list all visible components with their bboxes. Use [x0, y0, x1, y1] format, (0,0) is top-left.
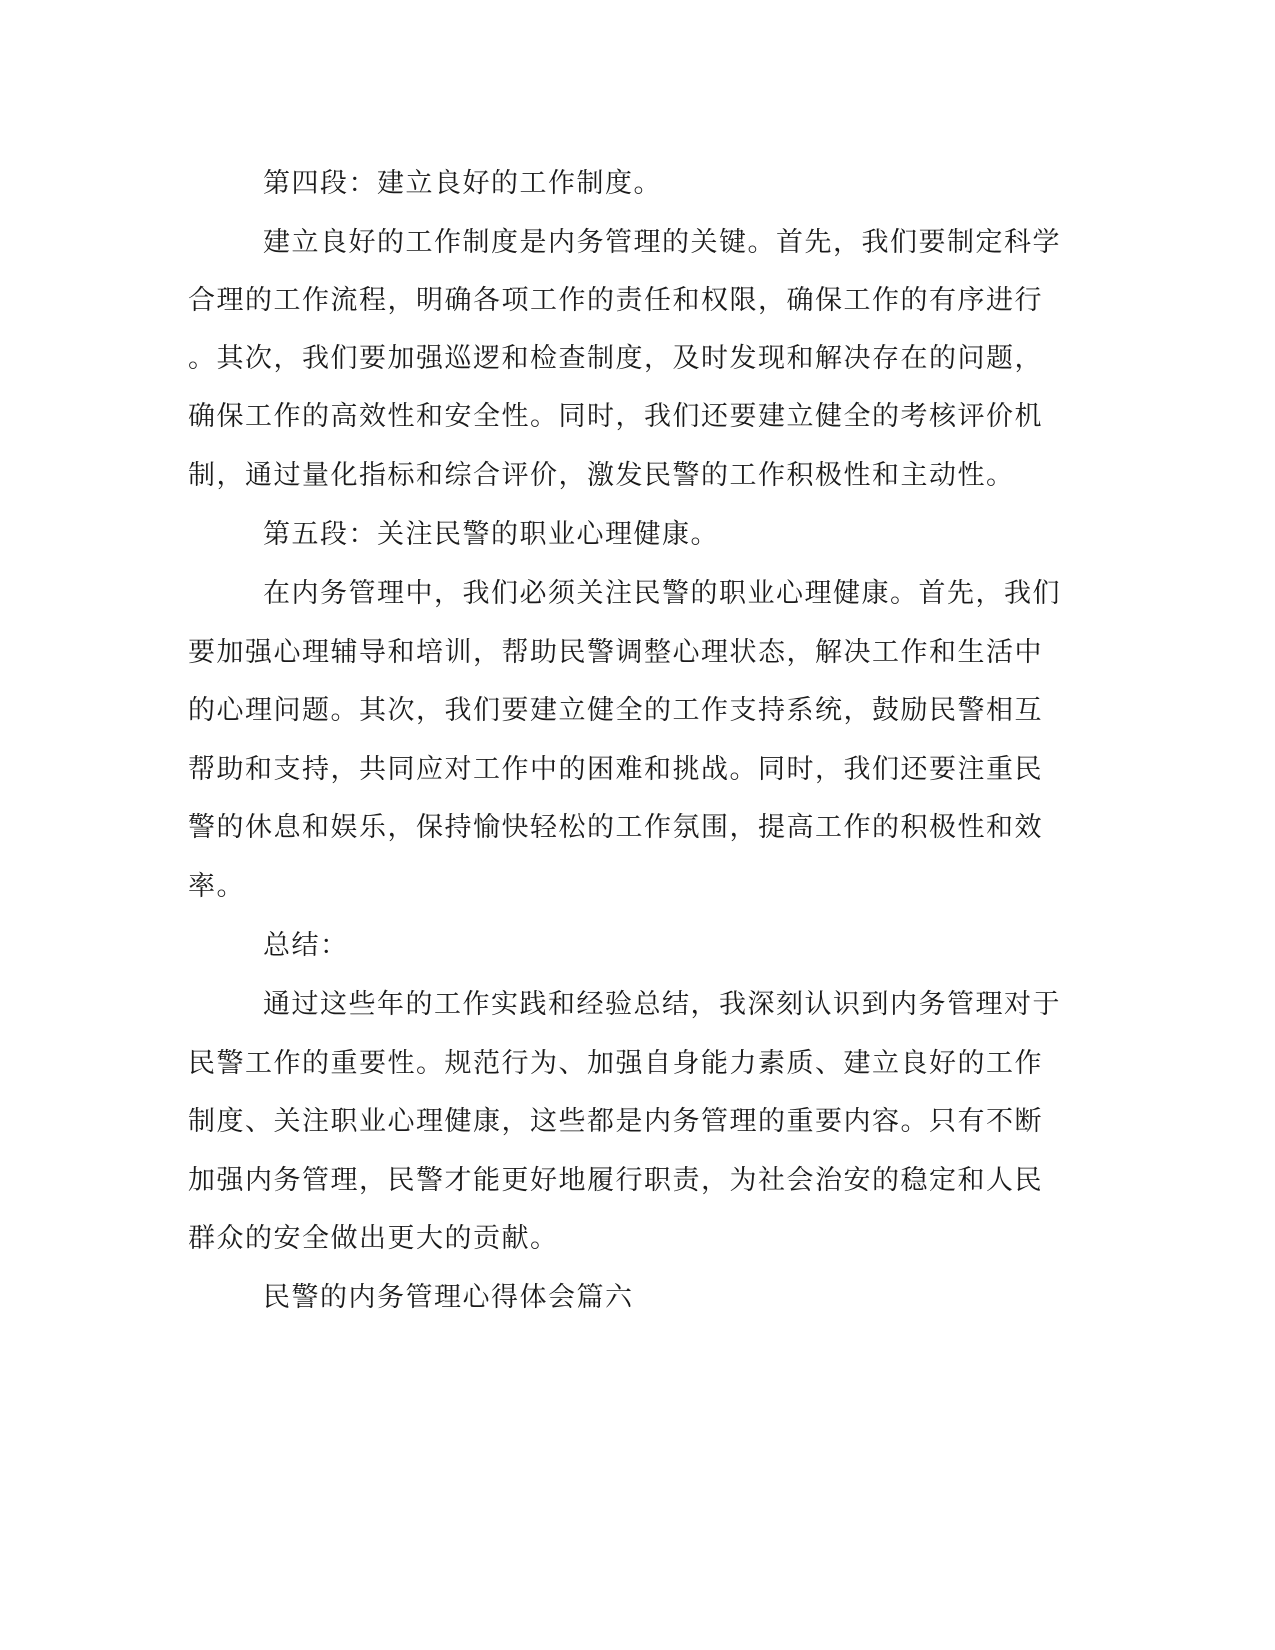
paragraph-line: 通过这些年的工作实践和经验总结，我深刻认识到内务管理对于 — [263, 989, 1061, 1020]
article-title: 民警的内务管理心得体会篇六 — [263, 1282, 634, 1313]
summary-heading: 总结： — [263, 930, 349, 961]
paragraph-line: 警的休息和娱乐，保持愉快轻松的工作氛围，提高工作的积极性和效 — [188, 812, 1043, 843]
paragraph-line: 在内务管理中，我们必须关注民警的职业心理健康。首先，我们 — [263, 578, 1061, 609]
paragraph-line: 加强内务管理，民警才能更好地履行职责，为社会治安的稳定和人民 — [188, 1165, 1043, 1196]
paragraph-line: 率。 — [188, 871, 245, 902]
paragraph-line: 群众的安全做出更大的贡献。 — [188, 1223, 559, 1254]
paragraph-line: 建立良好的工作制度是内务管理的关键。首先，我们要制定科学 — [263, 227, 1061, 258]
paragraph-line: 民警工作的重要性。规范行为、加强自身能力素质、建立良好的工作 — [188, 1048, 1043, 1079]
paragraph-line: 制度、关注职业心理健康，这些都是内务管理的重要内容。只有不断 — [188, 1106, 1043, 1137]
paragraph-line: 合理的工作流程，明确各项工作的责任和权限，确保工作的有序进行 — [188, 285, 1043, 316]
section-heading-5: 第五段：关注民警的职业心理健康。 — [263, 519, 719, 550]
paragraph-line: 。其次，我们要加强巡逻和检查制度，及时发现和解决存在的问题， — [188, 343, 1043, 374]
paragraph-line: 帮助和支持，共同应对工作中的困难和挑战。同时，我们还要注重民 — [188, 754, 1043, 785]
paragraph-line: 要加强心理辅导和培训，帮助民警调整心理状态，解决工作和生活中 — [188, 637, 1043, 668]
paragraph-line: 的心理问题。其次，我们要建立健全的工作支持系统，鼓励民警相互 — [188, 695, 1043, 726]
paragraph-line: 确保工作的高效性和安全性。同时，我们还要建立健全的考核评价机 — [188, 401, 1043, 432]
section-heading-4: 第四段：建立良好的工作制度。 — [263, 168, 662, 199]
paragraph-line: 制，通过量化指标和综合评价，激发民警的工作积极性和主动性。 — [188, 460, 1015, 491]
